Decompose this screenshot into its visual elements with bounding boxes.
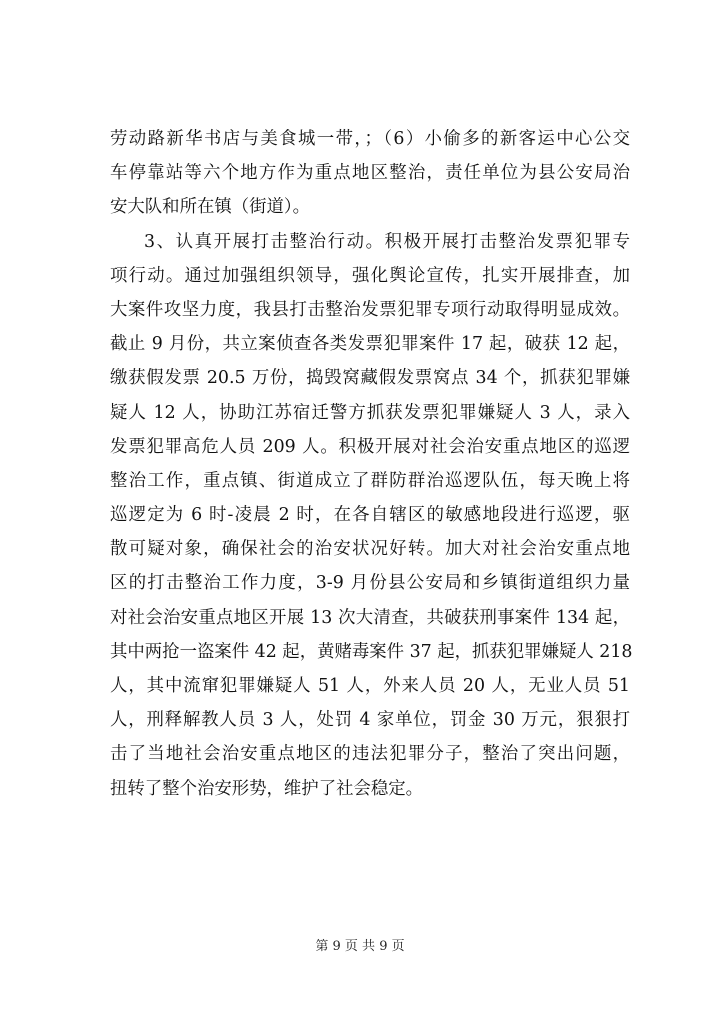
text-line: 散可疑对象，确保社会的治安状况好转。加大对社会治安重点地	[110, 539, 630, 560]
text-line: 人，其中流窜犯罪嫌疑人 51 人，外来人员 20 人，无业人员 51	[110, 676, 630, 696]
text-line: 截止 9 月份，共立案侦查各类发票犯罪案件 17 起，破获 12 起，	[110, 334, 630, 355]
paragraph-first-line: 3、认真开展打击整治行动。积极开展打击整治发票犯罪专	[144, 231, 630, 252]
text-line: 扭转了整个治安形势，维护了社会稳定。	[110, 778, 424, 799]
text-line: 整治工作，重点镇、街道成立了群防群治巡逻队伍，每天晚上将	[110, 470, 630, 491]
text-line: 巡逻定为 6 时-凌晨 2 时，在各自辖区的敏感地段进行巡逻，驱	[110, 505, 630, 526]
text-line: 项行动。通过加强组织领导，强化舆论宣传，扎实开展排查，加	[110, 265, 630, 286]
text-line: 其中两抢一盗案件 42 起，黄赌毒案件 37 起，抓获犯罪嫌疑人 218	[110, 641, 633, 662]
text-line: 大案件攻坚力度，我县打击整治发票犯罪专项行动取得明显成效。	[110, 299, 630, 320]
text-line: 发票犯罪高危人员 209 人。积极开展对社会治安重点地区的巡逻	[110, 436, 630, 457]
text-line: 劳动路新华书店与美食城一带，；（6）小偷多的新客运中心公交	[110, 129, 630, 149]
text-line: 对社会治安重点地区开展 13 次大清查，共破获刑事案件 134 起，	[110, 607, 630, 628]
text-line: 缴获假发票 20.5 万份，捣毁窝藏假发票窝点 34 个，抓获犯罪嫌	[110, 368, 630, 389]
text-line: 安大队和所在镇（街道）。	[110, 197, 310, 218]
text-line: 击了当地社会治安重点地区的违法犯罪分子，整治了突出问题，	[110, 744, 630, 765]
text-line: 区的打击整治工作力度，3-9 月份县公安局和乡镇街道组织力量	[110, 573, 630, 594]
text-line: 疑人 12 人，协助江苏宿迁警方抓获发票犯罪嫌疑人 3 人，录入	[110, 402, 630, 423]
page-number-footer: 第 9 页 共 9 页	[315, 939, 405, 954]
text-line: 人，刑释解教人员 3 人，处罚 4 家单位，罚金 30 万元，狠狠打	[110, 710, 630, 731]
text-line: 车停靠站等六个地方作为重点地区整治，责任单位为县公安局治	[110, 163, 630, 184]
document-body	[110, 122, 633, 806]
